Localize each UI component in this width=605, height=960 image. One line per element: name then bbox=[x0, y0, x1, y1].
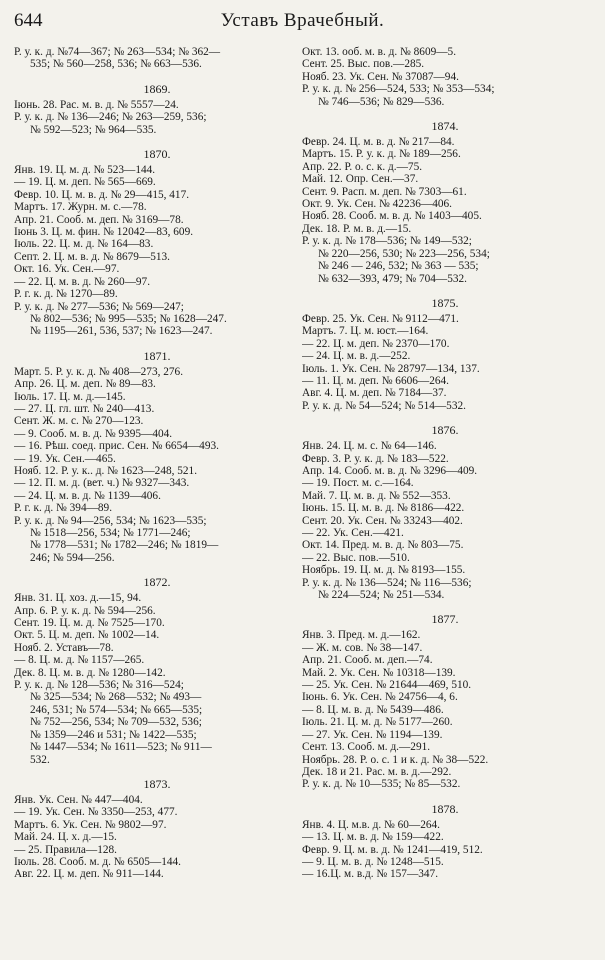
page-number: 644 bbox=[14, 10, 43, 31]
index-entry-line: Сент. 13. Сооб. м. д.—291. bbox=[302, 741, 431, 754]
index-entry-line: Р. у. к. д. № 136—246; № 263—259, 536; bbox=[14, 111, 207, 124]
index-entry-line: № 1447—534; № 1611—523; № 911— bbox=[30, 741, 212, 754]
index-entry-line: Р. у. к. д. № 54—524; № 514—532. bbox=[302, 399, 466, 412]
index-entry-line: Іюнь. 15. Ц. м. в. д. № 8186—422. bbox=[302, 502, 465, 515]
index-entry-line: № 632—393, 479; № 704—532. bbox=[318, 272, 467, 285]
index-entry-line: Іюль. 1. Ук. Сен. № 28797—134, 137. bbox=[302, 362, 480, 375]
index-entry-line: Мартъ. 15. Р. у. к. д. № 189—256. bbox=[302, 148, 461, 161]
year-heading: 1870. bbox=[143, 147, 171, 162]
index-entry-line: № 1518—256, 534; № 1771—246; bbox=[30, 527, 191, 539]
index-entry-line: Мартъ. 6. Ук. Сен. № 9802—97. bbox=[14, 818, 167, 831]
index-entry-line: Апр. 6. Р. у. к. д. № 594—256. bbox=[14, 604, 156, 617]
index-entry-line: Іюнь 3. Ц. м. фин. № 12042—83, 609. bbox=[14, 226, 194, 239]
index-entry-line: Дек. 18 и 21. Рас. м. в. д.—292. bbox=[302, 765, 452, 778]
index-entry-line: Ноябрь. 19. Ц. м. д. № 8193—155. bbox=[302, 564, 466, 577]
index-entry-line: Март. 5. Р. у. к. д. № 408—273, 276. bbox=[14, 365, 184, 378]
index-entry-line: № 325—534; № 268—532; № 493— bbox=[30, 691, 202, 704]
index-entry-line: Септ. 2. Ц. м. в. д. № 8679—513. bbox=[14, 250, 171, 263]
index-entry-line: № 1359—246 и 531; № 1422—535; bbox=[30, 728, 197, 741]
year-section bbox=[302, 46, 588, 108]
index-entry-line: Янв. Ук. Сен. № 447—404. bbox=[14, 793, 143, 806]
index-entry-line: — 24. Ц. м. в. д.—252. bbox=[302, 350, 411, 363]
index-entry-line: — 12. П. м. д. (вет. ч.) № 9327—343. bbox=[14, 477, 190, 490]
index-entry-line: — 25. Правила—128. bbox=[14, 843, 117, 856]
index-entry-line: Февр. 10. Ц. м. в. д. № 29—415, 417. bbox=[14, 188, 190, 201]
index-entry-line: Р. у. к. д. № 178—536; № 149—532; bbox=[302, 235, 472, 248]
index-entry-line: Іюль. 22. Ц. м. д. № 164—83. bbox=[14, 238, 154, 251]
index-entry-line: Февр. 3. Р. у. к. д. № 183—522. bbox=[302, 452, 449, 465]
running-title: Уставъ Врачебный. bbox=[220, 10, 385, 31]
index-entry-line: — 9. Сооб. м. в. д. № 9395—404. bbox=[14, 427, 173, 440]
index-entry-line: Р. г. к. д. № 1270—89. bbox=[14, 288, 118, 301]
index-entry-line: Февр. 25. Ук. Сен. № 9112—471. bbox=[302, 312, 459, 325]
index-entry-line: — 19. Ц. м. деп. № 565—669. bbox=[14, 176, 156, 189]
index-entry-line: Апр. 21. Сооб. м. деп. № 3169—78. bbox=[14, 213, 184, 226]
year-heading: 1877. bbox=[431, 612, 459, 627]
index-entry-line: Сент. 9. Расп. м. деп. № 7303—61. bbox=[302, 185, 467, 198]
year-section bbox=[14, 83, 300, 136]
index-entry-line: Апр. 22. Р. о. с. к. д.—75. bbox=[302, 160, 423, 173]
year-section bbox=[302, 613, 588, 790]
index-entry-line: Дек. 18. Р. м. в. д.—15. bbox=[302, 222, 412, 235]
index-entry-line: Май. 12. Опр. Сен.—37. bbox=[302, 173, 419, 186]
index-entry-line: Янв. 19. Ц. м. д. № 523—144. bbox=[14, 164, 156, 177]
index-entry-line: — 25. Ук. Сен. № 21644—469, 510. bbox=[302, 679, 472, 692]
index-entry-line: — 27. Ц. гл. шт. № 240—413. bbox=[14, 402, 155, 415]
index-entry-line: — 11. Ц. м. деп. № 6606—264. bbox=[302, 374, 449, 387]
index-entry-line: № 752—256, 534; № 709—532, 536; bbox=[30, 716, 202, 729]
index-entry-line: Окт. 9. Ук. Сен. № 42236—406. bbox=[302, 198, 452, 211]
index-entry-line: — 22. Ц. м. в. д. № 260—97. bbox=[14, 275, 151, 288]
index-entry-line: Окт. 16. Ук. Сен.—97. bbox=[14, 263, 120, 276]
year-heading: 1875. bbox=[431, 295, 459, 310]
index-entry-line: Янв. 24. Ц. м. с. № 64—146. bbox=[302, 440, 437, 453]
page-header bbox=[0, 0, 605, 40]
index-entry-line: Р. г. к. д. № 394—89. bbox=[14, 502, 113, 515]
index-entry-line: — 13. Ц. м. в. д. № 159—422. bbox=[302, 831, 444, 844]
index-entry-line: — 8. Ц. м. в. д. № 5439—486. bbox=[302, 703, 444, 716]
index-entry-line: Р. у. к. д. № 136—524; № 116—536; bbox=[302, 576, 472, 589]
index-entry-line: Сент. 19. Ц. м. д. № 7525—170. bbox=[14, 617, 165, 630]
index-entry-line: — 16. Рѣш. соед. прис. Сен. № 6654—493. bbox=[14, 440, 219, 453]
index-entry-line: № 592—523; № 964—535. bbox=[30, 123, 157, 136]
index-entry-line: Сент. 25. Выс. пов.—285. bbox=[302, 58, 425, 71]
index-entry-line: Сент. Ж. м. с. № 270—123. bbox=[14, 415, 144, 428]
index-entry-line: Авг. 22. Ц. м. деп. № 911—144. bbox=[14, 868, 164, 881]
left-column bbox=[14, 46, 300, 881]
index-entry-line: Май. 24. Ц. х. д.—15. bbox=[14, 831, 117, 844]
index-entry-line: — 19. Пост. м. с.—164. bbox=[302, 477, 414, 490]
index-entry-line: Р. у. к. д. №74—367; № 263—534; № 362— bbox=[14, 46, 221, 58]
index-entry-line: Мартъ. 17. Журн. м. с.—78. bbox=[14, 201, 147, 214]
index-entry-line: 246; № 594—256. bbox=[30, 551, 115, 564]
index-entry-line: № 1778—531; № 1782—246; № 1819— bbox=[30, 539, 219, 552]
index-entry-line: Янв. 4. Ц. м.в. д. № 60—264. bbox=[302, 818, 440, 831]
index-entry-line: — 22. Выс. пов.—510. bbox=[302, 551, 410, 564]
index-entry-line: Р. у. к. д. № 10—535; № 85—532. bbox=[302, 778, 461, 791]
index-entry-line: — 16.Ц. м. в.д. № 157—347. bbox=[302, 868, 439, 881]
index-entry-line: Іюль. 21. Ц. м. д. № 5177—260. bbox=[302, 716, 453, 729]
index-entry-line: № 220—256, 530; № 223—256, 534; bbox=[318, 247, 490, 260]
index-entry-line: Р. у. к. д. № 277—536; № 569—247; bbox=[14, 300, 184, 313]
year-section bbox=[14, 46, 300, 71]
index-entry-line: Дек. 8. Ц. м. в. д. № 1280—142. bbox=[14, 666, 166, 679]
year-section bbox=[14, 576, 300, 766]
index-entry-line: — 19. Ук. Сен.—465. bbox=[14, 452, 116, 465]
index-entry-line: Сент. 20. Ук. Сен. № 33243—402. bbox=[302, 514, 463, 527]
year-section bbox=[14, 778, 300, 881]
year-section bbox=[14, 148, 300, 338]
index-entry-line: Окт. 5. Ц. м. деп. № 1002—14. bbox=[14, 629, 160, 642]
index-entry-line: № 802—536; № 995—535; № 1628—247. bbox=[30, 312, 227, 325]
year-section bbox=[302, 120, 588, 285]
index-entry-line: Апр. 26. Ц. м. деп. № 89—83. bbox=[14, 378, 156, 391]
index-entry-line: — 27. Ук. Сен. № 1194—139. bbox=[302, 728, 443, 741]
year-heading: 1873. bbox=[143, 776, 171, 791]
index-entry-line: № 246 — 246, 532; № 363 — 535; bbox=[318, 260, 479, 273]
index-entry-line: Янв. 31. Ц. хоз. д.—15, 94. bbox=[14, 592, 142, 605]
index-entry-line: Р. у. к. д. № 128—536; № 316—524; bbox=[14, 679, 184, 692]
index-entry-line: № 746—536; № 829—536. bbox=[318, 95, 445, 108]
index-entry-line: Май. 7. Ц. м. в. д. № 552—353. bbox=[302, 489, 451, 502]
index-entry-line: Іюнь. 6. Ук. Сен. № 24756—4, 6. bbox=[302, 691, 458, 704]
year-heading: 1876. bbox=[431, 423, 459, 438]
index-entry-line: — 19. Ук. Сен. № 3350—253, 477. bbox=[14, 806, 178, 819]
index-entry-line: Р. у. к. д. № 94—256, 534; № 1623—535; bbox=[14, 514, 207, 527]
index-entry-line: — 24. Ц. м. в. д. № 1139—406. bbox=[14, 489, 161, 502]
index-entry-line: Февр. 9. Ц. м. в. д. № 1241—419, 512. bbox=[302, 843, 483, 856]
index-entry-line: 535; № 560—258, 536; № 663—536. bbox=[30, 58, 202, 71]
year-heading: 1874. bbox=[431, 119, 459, 134]
index-entry-line: Нояб. 2. Уставъ—78. bbox=[14, 641, 114, 654]
year-section bbox=[14, 350, 300, 565]
index-entry-line: № 224—524; № 251—534. bbox=[318, 589, 445, 602]
index-entry-line: Май. 2. Ук. Сен. № 10318—139. bbox=[302, 666, 456, 679]
index-entry-line: Ноябрь. 28. Р. о. с. 1 и к. д. № 38—522. bbox=[302, 753, 489, 766]
index-entry-line: Р. у. к. д. № 256—524, 533; № 353—534; bbox=[302, 83, 495, 96]
index-entry-line: Нояб. 12. Р. у. к.. д. № 1623—248, 521. bbox=[14, 464, 198, 477]
index-entry-line: Авг. 4. Ц. м. деп. № 7184—37. bbox=[302, 387, 447, 400]
index-entry-line: — 22. Ц. м. деп. № 2370—170. bbox=[302, 337, 450, 350]
year-section bbox=[302, 297, 588, 412]
index-entry-line: — 8. Ц. м. д. № 1157—265. bbox=[14, 654, 145, 667]
index-entry-line: Іюль. 28. Сооб. м. д. № 6505—144. bbox=[14, 855, 181, 868]
index-entry-line: Апр. 14. Сооб. м. в. д. № 3296—409. bbox=[302, 464, 478, 477]
index-entry-line: Мартъ. 7. Ц. м. юст.—164. bbox=[302, 325, 429, 338]
index-entry-line: Окт. 13. ооб. м. в. д. № 8609—5. bbox=[302, 46, 457, 58]
year-heading: 1869. bbox=[143, 81, 171, 96]
index-entry-line: № 1195—261, 536, 537; № 1623—247. bbox=[30, 325, 213, 338]
index-entry-line: — 22. Ук. Сен.—421. bbox=[302, 527, 404, 539]
index-entry-line: Апр. 21. Сооб. м. деп.—74. bbox=[302, 654, 433, 667]
index-entry-line: Іюль. 17. Ц. м. д.—145. bbox=[14, 390, 126, 403]
index-entry-line: — 9. Ц. м. в. д. № 1248—515. bbox=[302, 855, 444, 868]
index-entry-line: Окт. 14. Пред. м. в. д. № 803—75. bbox=[302, 539, 464, 552]
index-entry-line: Янв. 3. Пред. м. д.—162. bbox=[302, 629, 421, 642]
index-entry-line: Нояб. 28. Сооб. м. в. д. № 1403—405. bbox=[302, 210, 482, 223]
index-entry-line: 532. bbox=[30, 753, 50, 766]
year-section bbox=[302, 424, 588, 601]
year-heading: 1871. bbox=[143, 348, 171, 363]
year-heading: 1872. bbox=[143, 575, 171, 590]
year-section bbox=[302, 803, 588, 881]
index-entry-line: Февр. 24. Ц. м. в. д. № 217—84. bbox=[302, 136, 455, 149]
index-entry-line: — Ж. м. сов. № 38—147. bbox=[302, 641, 423, 654]
year-heading: 1878. bbox=[431, 801, 459, 816]
index-entry-line: Нояб. 23. Ук. Сен. № 37087—94. bbox=[302, 70, 459, 83]
index-entry-line: Іюнь. 28. Рас. м. в. д. № 5557—24. bbox=[14, 98, 179, 111]
index-entry-line: 246, 531; № 574—534; № 665—535; bbox=[30, 703, 203, 716]
right-column bbox=[302, 46, 588, 881]
